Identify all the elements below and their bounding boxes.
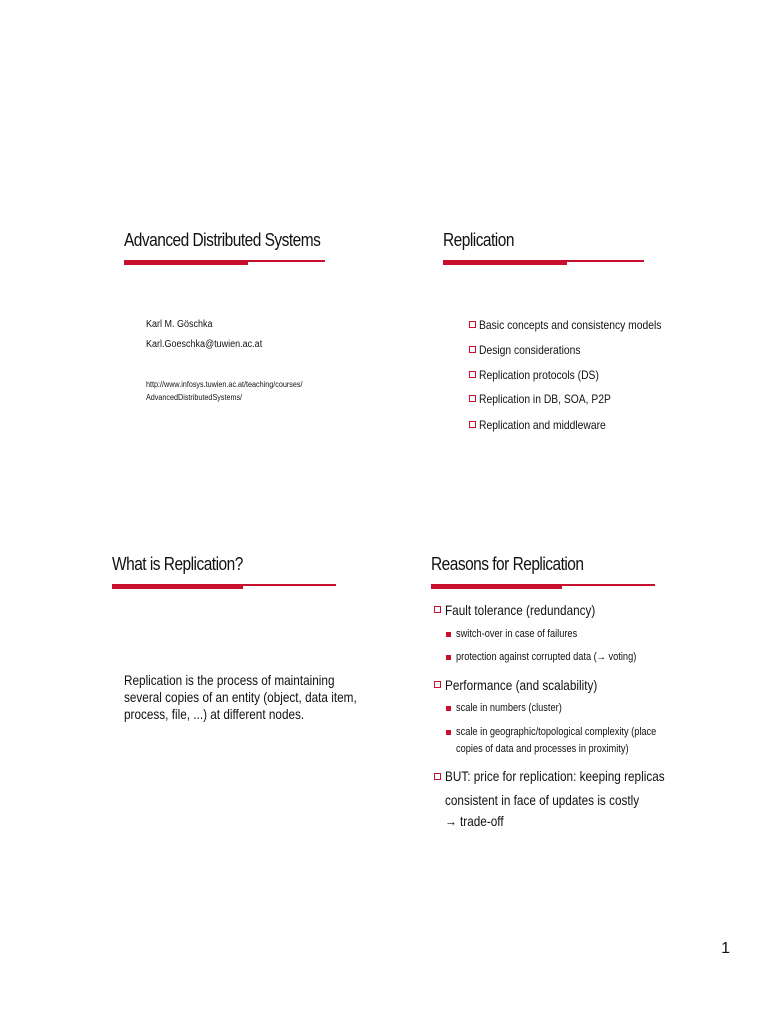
title-underline-accent bbox=[443, 262, 567, 265]
square-bullet-icon bbox=[446, 632, 451, 637]
title-underline-accent bbox=[112, 586, 243, 589]
paragraph-line: process, file, ...) at different nodes. bbox=[124, 706, 305, 722]
paragraph-line: Replication is the process of maintaining bbox=[124, 672, 335, 688]
slide-what-is-replication bbox=[112, 554, 412, 814]
box-bullet-icon bbox=[469, 371, 476, 378]
title-underline-accent bbox=[124, 262, 248, 265]
outline-item: Replication protocols (DS) bbox=[479, 368, 599, 382]
slide-title: What is Replication? bbox=[112, 554, 243, 574]
page-number: 1 bbox=[721, 940, 730, 957]
reason-item-continued: consistent in face of updates is costly bbox=[445, 792, 640, 808]
course-url-line-1: http://www.infosys.tuwien.ac.at/teaching/courses/ bbox=[146, 380, 303, 389]
course-url-line-2: AdvancedDistributedSystems/ bbox=[146, 393, 243, 402]
slide-title-page bbox=[124, 230, 424, 490]
reason-subitem: scale in numbers (cluster) bbox=[456, 702, 562, 714]
box-bullet-icon bbox=[469, 421, 476, 428]
reason-item-continued: → trade-off bbox=[445, 813, 504, 829]
outline-item: Basic concepts and consistency models bbox=[479, 318, 662, 332]
reason-item: Performance (and scalability) bbox=[445, 677, 598, 693]
paragraph-line: several copies of an entity (object, data item, bbox=[124, 689, 357, 705]
author-email: Karl.Goeschka@tuwien.ac.at bbox=[146, 339, 263, 350]
box-bullet-icon bbox=[434, 606, 441, 613]
slide-title: Reasons for Replication bbox=[431, 554, 584, 574]
author-name: Karl M. Göschka bbox=[146, 319, 213, 330]
reason-subitem: switch-over in case of failures bbox=[456, 628, 578, 640]
box-bullet-icon bbox=[434, 773, 441, 780]
slide-reasons-for-replication bbox=[431, 554, 731, 829]
reason-subitem-continued: copies of data and processes in proximity) bbox=[456, 743, 629, 755]
square-bullet-icon bbox=[446, 730, 451, 735]
title-underline-accent bbox=[431, 586, 562, 589]
box-bullet-icon bbox=[469, 395, 476, 402]
reason-subitem: protection against corrupted data (→ voting) bbox=[456, 651, 637, 663]
reason-item: BUT: price for replication: keeping replicas bbox=[445, 768, 665, 784]
box-bullet-icon bbox=[469, 346, 476, 353]
slide-replication-outline bbox=[443, 230, 743, 490]
outline-item: Replication and middleware bbox=[479, 418, 606, 432]
slide-title: Replication bbox=[443, 230, 514, 250]
definition-paragraph bbox=[124, 672, 357, 723]
square-bullet-icon bbox=[446, 706, 451, 711]
box-bullet-icon bbox=[434, 681, 441, 688]
slide-title: Advanced Distributed Systems bbox=[124, 230, 321, 250]
box-bullet-icon bbox=[469, 321, 476, 328]
outline-item: Replication in DB, SOA, P2P bbox=[479, 392, 611, 406]
outline-item: Design considerations bbox=[479, 343, 581, 357]
square-bullet-icon bbox=[446, 655, 451, 660]
reason-item: Fault tolerance (redundancy) bbox=[445, 602, 596, 618]
reason-subitem: scale in geographic/topological complexity (place bbox=[456, 726, 657, 738]
